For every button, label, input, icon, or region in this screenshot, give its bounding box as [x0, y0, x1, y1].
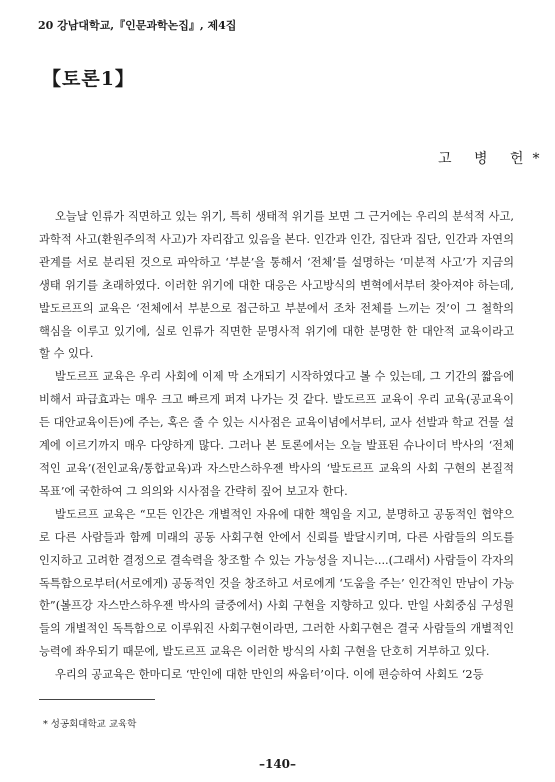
footnote: * 성공회대학교 교육학 [43, 719, 137, 730]
paragraph: 오늘날 인류가 직면하고 있는 위기, 특히 생태적 위기를 보면 그 근거에는 우리의 분석적 사고, 과학적 사고(환원주의적 사고)가 자리잡고 있음을 본다. 인간과 인간, 집단과 집단, 인간과 자연의 관계를 서로 분리된 것으로 파악하고 ‘부분’을 통해서 ‘전체’를 설명하는 ‘미분적 사고’가 지금의 생태 위기를 초래하였다. 이러한 위기에 대한 대응은 사고방식의 변혁에서부터 찾아져야 하는데, 발도르프의 교육은 ‘전체에서 부분으로 접근하고 부분에서 조차 전체를 느끼는 것’이 그 철학의 핵심을 이루고 있기에, 실로 인류가 직면한 문명사적 위기에 대한 분명한 한 대안적 교육이라고 할 수 있다. [39, 210, 514, 361]
paragraph: 발도르프 교육은 “모든 인간은 개별적인 자유에 대한 책임을 지고, 분명하고 공동적인 협약으로 다른 사람들과 함께 미래의 공동 사회구현 안에서 신뢰를 발달시키며, 다른 사람들의 의도를 인지하고 고려한 결정으로 결속력을 창조할 수 있는 가능성을 지니는....(그래서) 사람들이 각자의 독특함으로부터(서로에게) 공동적인 것을 창조하고 서로에게 ‘도움을 주는’ 인간적인 만남이 가능한”(볼프강 자스만스하우젠 박사의 글중에서) 사회 구현을 지향하고 있다. 만일 사회중심 구성원들의 개별적인 독특함으로 이루워진 사회구현이라면, 그러한 사회구현은 결국 사람들의 개별적인 능력에 좌우되기 때문에, 발도르프 교육은 이러한 방식의 사회 구현을 단호히 거부하고 있다. [39, 507, 514, 659]
section-title: 【토론1】 [42, 68, 135, 90]
page-number: –140– [258, 757, 297, 771]
footnote-divider [39, 699, 155, 700]
paragraph: 발도르프 교육은 우리 사회에 이제 막 소개되기 시작하였다고 볼 수 있는데, 그 기간의 짧음에 비해서 파급효과는 매우 크고 빠르게 퍼져 나가는 것 같다. 발도르프 교육이 우리 교육(공교육이든 대안교육이든)에 주는, 혹은 줄 수 있는 시사점은 교육이념에서부터, 교사 선발과 학교 건물 설계에 이르기까지 매우 다양하게 많다. 그러나 본 토론에서는 오늘 발표된 슈나이더 박사의 ‘전체적인 교육’(전인교육/통합교육)과 자스만스하우젠 박사의 ‘발도르프 교육의 사회 구현의 본질적 목표’에 국한하여 그 의의와 시사점을 간략히 짚어 보고자 한다. [39, 370, 514, 498]
running-header: 20 강남대학교,『인문과학논집』, 제4집 [38, 19, 237, 32]
author-name: 고 병 헌* [438, 151, 549, 167]
paragraph: 우리의 공교육은 한마디로 ‘만인에 대한 만인의 싸움터’이다. 이에 편승하여 사회도 ‘2등 [55, 668, 484, 682]
body-text [39, 206, 514, 687]
